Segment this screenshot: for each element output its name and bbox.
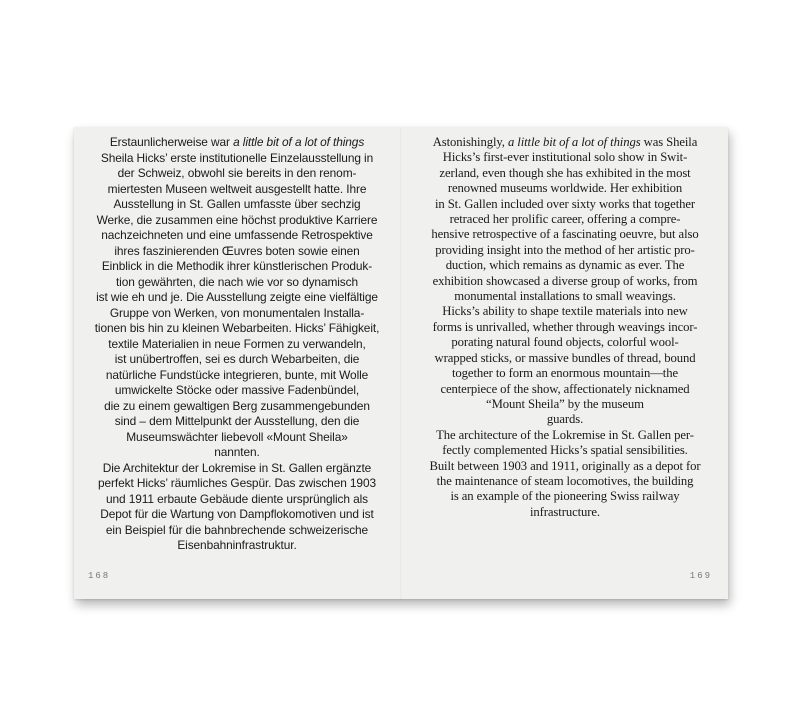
text-line: Depot für die Wartung von Dampflokomotiven und ist bbox=[100, 507, 374, 521]
text-run: Astonishingly, bbox=[432, 135, 508, 149]
text-line: der Schweiz, obwohl sie bereits in den renom- bbox=[117, 166, 357, 180]
text-line: retraced her prolific career, offering a compre- bbox=[449, 212, 681, 227]
text-run: was Sheila bbox=[640, 135, 698, 149]
text-line: perfekt Hicks’ räumliches Gespür. Das zwischen 1903 bbox=[98, 476, 376, 490]
text-line: textile Materialien in neue Formen zu verwandeln, bbox=[108, 336, 366, 351]
text-line bbox=[84, 135, 390, 151]
text-line: the maintenance of steam locomotives, the building bbox=[436, 473, 694, 488]
text-line bbox=[416, 135, 714, 150]
text-line: Gruppe von Werken, von monumentalen Installa- bbox=[109, 305, 365, 320]
text-line: Eisenbahninfrastruktur. bbox=[177, 538, 297, 552]
book-gutter bbox=[400, 127, 402, 599]
text-line: Hicks’s first-ever institutional solo show in Swit- bbox=[442, 150, 688, 165]
right-page-number: 169 bbox=[689, 571, 712, 581]
text-line: forms is unrivalled, whether through weavings incor- bbox=[432, 319, 698, 334]
text-run: Erstaunlicherweise war bbox=[109, 135, 234, 149]
text-line: sind – dem Mittelpunkt der Ausstellung, den die bbox=[114, 414, 360, 428]
text-line: is an example of the pioneering Swiss railway bbox=[450, 489, 680, 504]
right-page-text-english bbox=[416, 135, 714, 520]
left-page-number: 168 bbox=[88, 571, 111, 581]
text-line: zerland, even though she has exhibited in the most bbox=[439, 165, 691, 180]
book-spread bbox=[74, 127, 728, 599]
text-line: porating natural found objects, colorful wool- bbox=[451, 335, 679, 350]
text-line: nannten. bbox=[214, 445, 260, 459]
text-line: The architecture of the Lokremise in St. Gallen per- bbox=[436, 427, 694, 442]
text-line: miertesten Museen weltweit ausgestellt hatte. Ihre bbox=[107, 181, 367, 196]
text-line: Einblick in die Methodik ihrer künstlerischen Produk- bbox=[101, 259, 373, 273]
text-line: in St. Gallen included over sixty works that together bbox=[434, 196, 696, 211]
text-line: die zu einem gewaltigen Berg zusammengebunden bbox=[104, 398, 370, 413]
left-page-text-german bbox=[84, 135, 390, 554]
text-line: providing insight into the method of her artistic pro- bbox=[435, 242, 695, 257]
text-line: centerpiece of the show, affectionately nicknamed bbox=[440, 381, 690, 396]
italic-title: a little bit of a lot of things bbox=[233, 135, 365, 149]
italic-title: a little bit of a lot of things bbox=[507, 135, 641, 149]
text-line: duction, which remains as dynamic as ever. The bbox=[445, 258, 685, 273]
text-line: tionen bis hin zu kleinen Webarbeiten. Hicks’ Fähigkeit, bbox=[94, 321, 380, 335]
text-line: Hicks’s ability to shape textile materials into new bbox=[442, 304, 688, 319]
text-line: wrapped sticks, or massive bundles of thread, bound bbox=[434, 350, 696, 365]
text-line: fectly complemented Hicks’s spatial sensibilities. bbox=[442, 443, 688, 458]
text-line: und 1911 erbaute Gebäude diente ursprünglich als bbox=[105, 491, 369, 506]
text-line: ihres faszinierenden Œuvres boten sowie einen bbox=[114, 243, 360, 258]
text-line: exhibition showcased a diverse group of works, from bbox=[432, 273, 698, 288]
text-line: ist unübertroffen, sei es durch Webarbeiten, die bbox=[114, 352, 360, 366]
text-line: tion gewährten, die nach wie vor so dynamisch bbox=[115, 274, 359, 289]
text-line: Die Architektur der Lokremise in St. Gallen ergänzte bbox=[102, 460, 372, 475]
text-line: ist wie eh und je. Die Ausstellung zeigte eine vielfältige bbox=[96, 290, 378, 304]
text-line: together to form an enormous mountain—the bbox=[452, 366, 678, 381]
text-line: Museumswächter liebevoll «Mount Sheila» bbox=[126, 429, 348, 444]
text-line: umwickelte Stöcke oder massive Fadenbündel, bbox=[114, 383, 360, 397]
text-line: natürliche Fundstücke integrieren, bunte, mit Wolle bbox=[105, 367, 369, 382]
text-line: renowned museums worldwide. Her exhibition bbox=[447, 181, 683, 196]
text-line: Werke, die zusammen eine höchst produktive Karriere bbox=[96, 212, 378, 227]
text-line: ein Beispiel für die bahnbrechende schweizerische bbox=[105, 522, 369, 537]
text-line: hensive retrospective of a fascinating oeuvre, but also bbox=[431, 227, 699, 242]
text-line: monumental installations to small weavings. bbox=[454, 289, 676, 304]
text-line: infrastructure. bbox=[529, 504, 600, 519]
text-line: nachzeichneten und eine umfassende Retrospektive bbox=[101, 228, 373, 242]
text-line: guards. bbox=[546, 412, 584, 427]
text-line: Built between 1903 and 1911, originally as a depot for bbox=[429, 458, 701, 473]
text-line: Ausstellung in St. Gallen umfasste über sechzig bbox=[113, 197, 361, 211]
text-line: Sheila Hicks’ erste institutionelle Einzelausstellung in bbox=[100, 150, 374, 165]
text-line: “Mount Sheila” by the museum bbox=[486, 396, 644, 411]
